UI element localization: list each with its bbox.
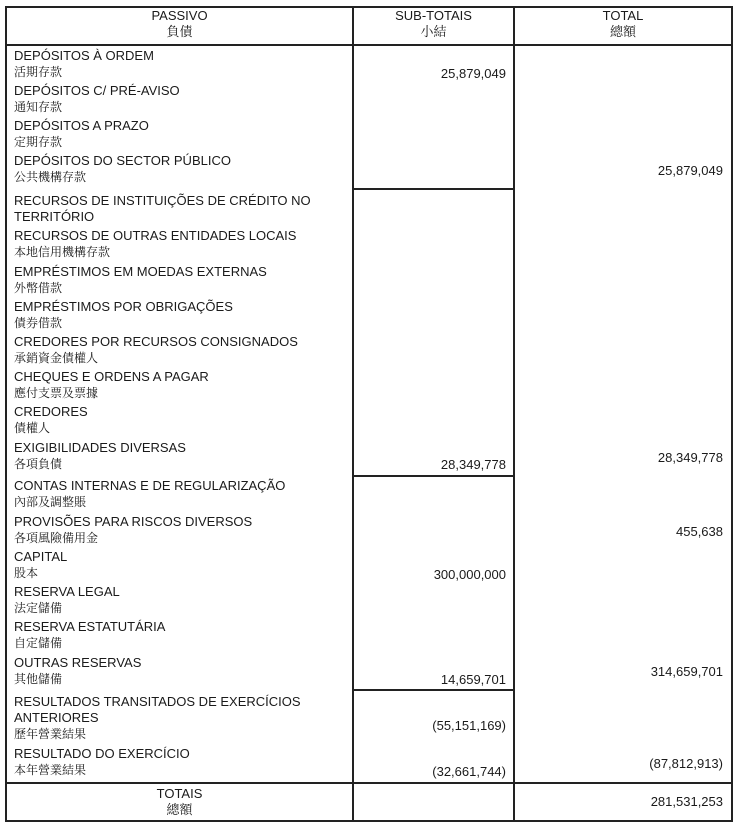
subtotal-group-divider <box>352 188 515 190</box>
row-label-zh: 股本 <box>14 566 39 580</box>
totals-label-pt: TOTAIS <box>156 786 203 801</box>
row-label-zh: 活期存款 <box>14 65 63 79</box>
row-credores <box>14 404 344 436</box>
column-divider <box>513 6 515 822</box>
row-label-pt: EMPRÉSTIMOS POR OBRIGAÇÕES <box>14 299 233 314</box>
header-passivo-pt: PASSIVO <box>151 8 208 23</box>
row-credores-recursos-consignados <box>14 334 344 366</box>
row-label-zh: 公共機構存款 <box>14 170 87 184</box>
header-total-zh: 總額 <box>609 24 636 39</box>
header-subtotais-pt: SUB-TOTAIS <box>395 8 472 23</box>
row-emprestimos-moedas-externas <box>14 264 344 296</box>
row-recursos-instituicoes <box>14 193 344 225</box>
row-label-pt: DEPÓSITOS A PRAZO <box>14 118 149 133</box>
row-label-zh: 債權人 <box>14 421 51 435</box>
row-depositos-sector-publico <box>14 153 344 185</box>
row-label-zh: 歷年營業結果 <box>14 727 87 741</box>
row-label-pt: DEPÓSITOS C/ PRÉ-AVISO <box>14 83 180 98</box>
row-label-zh: 本地信用機構存款 <box>14 245 111 259</box>
total-resultados: (87,812,913) <box>649 756 723 771</box>
subtotal-depositos-ordem: 25,879,049 <box>440 66 506 81</box>
row-depositos-prazo <box>14 118 344 150</box>
row-depositos-ordem <box>14 48 344 80</box>
subtotal-group-divider <box>352 475 515 477</box>
row-label-pt: PROVISÕES PARA RISCOS DIVERSOS <box>14 514 253 529</box>
total-grand: 281,531,253 <box>650 794 723 809</box>
totals-label <box>7 786 352 818</box>
row-emprestimos-obrigacoes <box>14 299 344 331</box>
row-capital <box>14 549 344 581</box>
row-label-pt: DEPÓSITOS DO SECTOR PÚBLICO <box>14 153 231 168</box>
row-label-pt: EMPRÉSTIMOS EM MOEDAS EXTERNAS <box>14 264 267 279</box>
header-subtotais-zh: 小結 <box>420 24 447 39</box>
row-label-zh: 法定儲備 <box>14 601 63 615</box>
subtotal-resultado-exercicio: (32,661,744) <box>432 764 506 779</box>
subtotal-group-divider <box>352 689 515 691</box>
row-label-pt: RECURSOS DE OUTRAS ENTIDADES LOCAIS <box>14 228 297 243</box>
row-contas-internas <box>14 478 344 510</box>
row-label-pt: DEPÓSITOS À ORDEM <box>14 48 154 63</box>
row-reserva-estatutaria <box>14 619 344 651</box>
total-exigibilidades: 28,349,778 <box>657 450 723 465</box>
row-label-pt: CREDORES <box>14 404 88 419</box>
row-label-pt: RESULTADOS TRANSITADOS DE EXERCÍCIOS ANTERIORES <box>14 694 301 725</box>
row-recursos-outras-entidades <box>14 228 344 260</box>
header-divider <box>5 44 733 46</box>
row-exigibilidades-diversas <box>14 440 344 472</box>
row-depositos-pre-aviso <box>14 83 344 115</box>
row-label-zh: 定期存款 <box>14 135 63 149</box>
row-label-zh: 承銷資金債權人 <box>14 351 99 365</box>
row-label-pt: RESULTADO DO EXERCÍCIO <box>14 746 190 761</box>
total-provisoes: 455,638 <box>676 524 723 539</box>
header-passivo <box>7 8 352 40</box>
row-label-pt: RECURSOS DE INSTITUIÇÕES DE CRÉDITO NO TERRITÓRIO <box>14 193 311 224</box>
row-label-zh: 各項負債 <box>14 457 63 471</box>
row-label-zh: 外幣借款 <box>14 281 63 295</box>
row-label-zh: 應付支票及票據 <box>14 386 99 400</box>
subtotal-exigibilidades: 28,349,778 <box>440 457 506 472</box>
total-reservas: 314,659,701 <box>650 664 723 679</box>
row-cheques-ordens <box>14 369 344 401</box>
row-resultados-transitados <box>14 694 344 742</box>
totals-divider <box>5 782 733 784</box>
row-label-zh: 其他儲備 <box>14 672 63 686</box>
totals-label-zh: 總額 <box>166 802 193 817</box>
row-label-pt: CONTAS INTERNAS E DE REGULARIZAÇÃO <box>14 478 286 493</box>
row-label-zh: 自定儲備 <box>14 636 63 650</box>
row-resultado-exercicio <box>14 746 344 778</box>
column-divider <box>352 6 354 822</box>
row-label-pt: EXIGIBILIDADES DIVERSAS <box>14 440 186 455</box>
row-label-pt: RESERVA LEGAL <box>14 584 120 599</box>
row-label-pt: CAPITAL <box>14 549 68 564</box>
row-label-zh: 本年營業結果 <box>14 763 87 777</box>
subtotal-outras-reservas: 14,659,701 <box>440 672 506 687</box>
row-label-zh: 通知存款 <box>14 100 63 114</box>
row-label-pt: RESERVA ESTATUTÁRIA <box>14 619 166 634</box>
row-outras-reservas <box>14 655 344 687</box>
header-total-pt: TOTAL <box>602 8 644 23</box>
row-label-pt: OUTRAS RESERVAS <box>14 655 142 670</box>
subtotal-capital: 300,000,000 <box>433 567 506 582</box>
header-subtotais <box>354 8 513 40</box>
row-label-zh: 內部及調整賬 <box>14 495 87 509</box>
total-depositos: 25,879,049 <box>657 163 723 178</box>
row-label-pt: CHEQUES E ORDENS A PAGAR <box>14 369 209 384</box>
row-reserva-legal <box>14 584 344 616</box>
subtotal-resultados-transitados: (55,151,169) <box>432 718 506 733</box>
row-label-zh: 債券借款 <box>14 316 63 330</box>
header-passivo-zh: 負債 <box>166 24 193 39</box>
row-label-zh: 各項風險備用金 <box>14 531 99 545</box>
header-total <box>515 8 731 40</box>
row-label-pt: CREDORES POR RECURSOS CONSIGNADOS <box>14 334 298 349</box>
row-provisoes <box>14 514 344 546</box>
